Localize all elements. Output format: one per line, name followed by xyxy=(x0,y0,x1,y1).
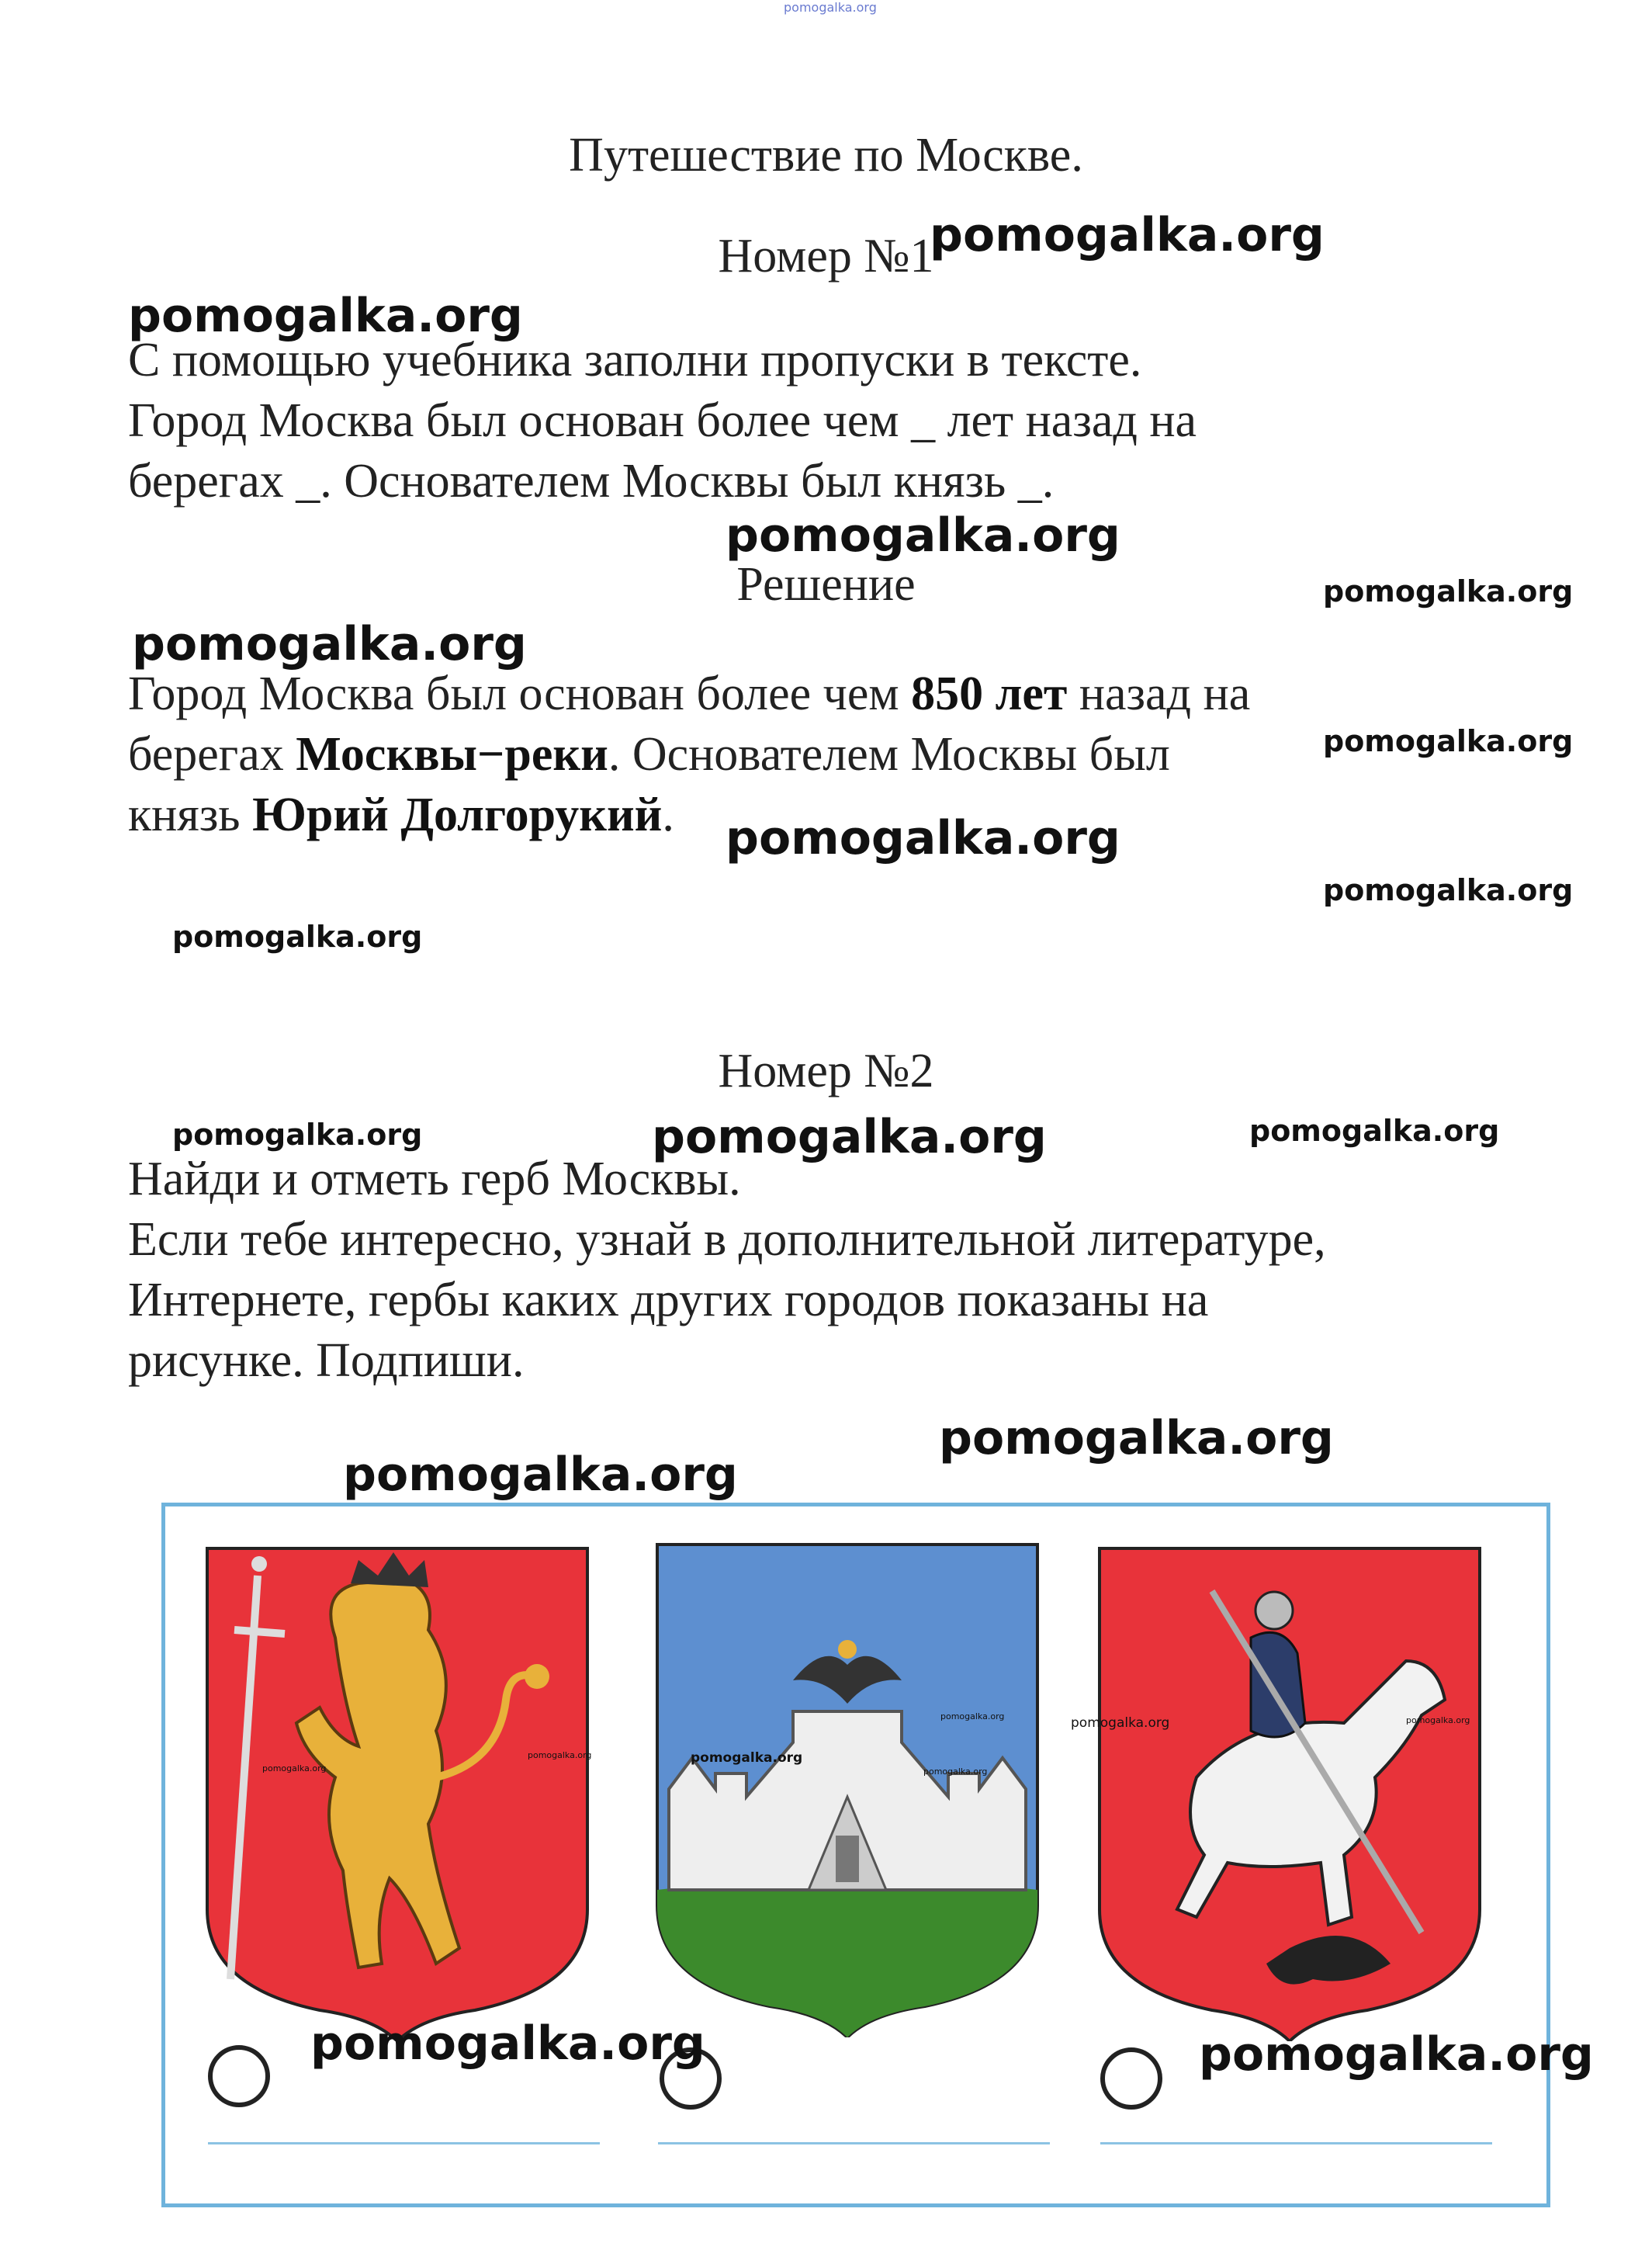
answer-years: 850 лет xyxy=(911,667,1068,720)
watermark: pomogalka.org xyxy=(128,289,523,343)
task2-heading: Номер №2 xyxy=(718,1045,934,1097)
watermark: pomogalka.org xyxy=(1071,1715,1170,1731)
watermark: pomogalka.org xyxy=(172,1118,423,1152)
watermark: pomogalka.org xyxy=(262,1763,327,1773)
task2-line: Найди и отметь герб Москвы. xyxy=(128,1153,741,1205)
signature-line-2[interactable] xyxy=(658,2142,1050,2144)
signature-line-1[interactable] xyxy=(208,2142,600,2144)
watermark: pomogalka.org xyxy=(528,1750,592,1760)
answer-founder: Юрий Долгорукий xyxy=(252,789,663,841)
watermark: pomogalka.org xyxy=(939,1411,1334,1465)
task1-line: Город Москва был основан более чем _ лет назад на xyxy=(128,394,1197,447)
task2-line: Интернете, гербы каких других городов показаны на xyxy=(128,1274,1209,1326)
watermark: pomogalka.org xyxy=(1199,2027,1594,2082)
watermark: pomogalka.org xyxy=(132,617,527,671)
lion-with-cross-icon xyxy=(203,1545,591,2041)
page-title: Путешествие по Москве. xyxy=(569,129,1083,182)
watermark: pomogalka.org xyxy=(1406,1715,1470,1725)
answer-circle-1[interactable] xyxy=(208,2045,270,2107)
task2-text xyxy=(128,1149,1326,1391)
watermark: pomogalka.org xyxy=(1323,574,1574,608)
top-watermark: pomogalka.org xyxy=(784,0,877,15)
watermark: pomogalka.org xyxy=(726,508,1120,563)
task1-line: берегах _. Основателем Москвы был князь _. xyxy=(128,455,1055,508)
watermark: pomogalka.org xyxy=(930,208,1325,262)
task2-line: Если тебе интересно, узнай в дополнительной литературе, xyxy=(128,1213,1326,1266)
watermark: pomogalka.org xyxy=(310,2016,705,2071)
solution-line: берегах Москвы−реки. Основателем Москвы был xyxy=(128,728,1170,781)
watermark: pomogalka.org xyxy=(1249,1114,1500,1148)
signature-line-3[interactable] xyxy=(1100,2142,1492,2144)
watermark: pomogalka.org xyxy=(343,1448,738,1502)
watermark: pomogalka.org xyxy=(691,1750,803,1766)
task1-line: С помощью учебника заполни пропуски в тексте. xyxy=(128,334,1142,387)
watermark: pomogalka.org xyxy=(726,811,1120,865)
answer-river: Москвы−реки xyxy=(296,728,608,781)
st-george-rider-icon xyxy=(1096,1545,1484,2041)
watermark: pomogalka.org xyxy=(652,1110,1047,1164)
watermark: pomogalka.org xyxy=(1323,873,1574,907)
answer-circle-3[interactable] xyxy=(1100,2047,1162,2110)
watermark: pomogalka.org xyxy=(923,1766,988,1777)
task1-text xyxy=(128,330,1197,511)
watermark: pomogalka.org xyxy=(1323,724,1574,758)
solution-line: князь Юрий Долгорукий. xyxy=(128,789,674,841)
task1-heading: Номер №1 xyxy=(718,230,934,283)
solution-line: Город Москва был основан более чем 850 лет назад на xyxy=(128,667,1251,720)
task2-line: рисунке. Подпиши. xyxy=(128,1334,525,1387)
solution-heading: Решение xyxy=(736,558,916,611)
watermark: pomogalka.org xyxy=(172,920,423,954)
fortress-with-eagle-icon xyxy=(653,1541,1041,2037)
watermark: pomogalka.org xyxy=(940,1711,1005,1721)
